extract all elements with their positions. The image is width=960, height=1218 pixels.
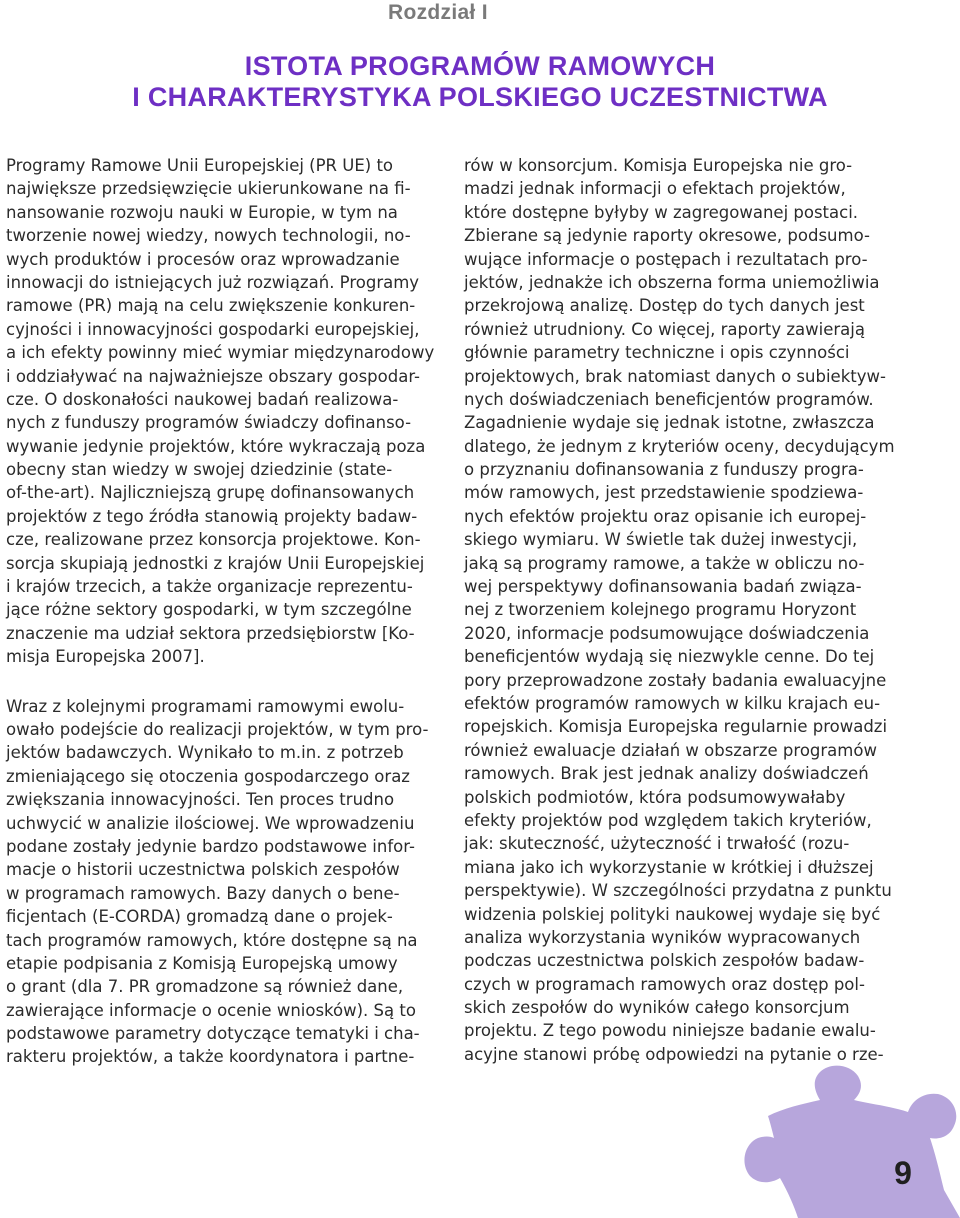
text-line: misja Europejska 2007]. bbox=[6, 647, 205, 667]
text-line: Programy Ramowe Unii Europejskiej (PR UE) to bbox=[6, 156, 394, 175]
text-line: największe przedsięwzięcie ukierunkowane na fi- bbox=[6, 179, 411, 199]
text-line: rakteru projektów, a także koordynatora i partne- bbox=[6, 1047, 415, 1067]
text-line: o przyznaniu dofinansowania z funduszy progra- bbox=[464, 460, 864, 480]
text-line: w programach ramowych. Bazy danych o bene- bbox=[6, 883, 400, 903]
text-line: efekty projektów pod względem takich kryteriów, bbox=[464, 810, 872, 830]
text-line: jak: skuteczność, użyteczność i trwałość (rozu- bbox=[464, 834, 850, 854]
text-line: o grant (dla 7. PR gromadzone są również dane, bbox=[6, 977, 404, 997]
text-line: głównie parametry techniczne i opis czynności bbox=[464, 343, 850, 363]
text-line: a ich efekty powinny mieć wymiar międzynarodowy bbox=[6, 343, 435, 363]
text-line: skich zespołów do wyników całego konsorcjum bbox=[464, 998, 850, 1018]
text-line: nej z tworzeniem kolejnego programu Horyzont bbox=[464, 600, 857, 620]
title-line-2: I CHARAKTERYSTYKA POLSKIEGO UCZESTNICTWA bbox=[132, 82, 828, 112]
text-line: podczas uczestnictwa polskich zespołów badaw- bbox=[464, 951, 865, 971]
text-line: również ewaluacje działań w obszarze programów bbox=[464, 740, 877, 760]
text-line: analiza wykorzystania wyników wypracowanych bbox=[464, 927, 861, 947]
text-line: Zbierane są jedynie raporty okresowe, podsumo- bbox=[464, 226, 870, 246]
text-line: dlatego, że jednym z kryteriów oceny, decydującym bbox=[464, 436, 895, 456]
text-line: cze. O doskonałości naukowej badań realizowa- bbox=[6, 389, 399, 409]
text-line: nych z funduszy programów świadczy dofinanso- bbox=[6, 413, 412, 433]
text-line: ramowe (PR) mają na celu zwiększenie konkuren- bbox=[6, 296, 416, 316]
text-line: nansowanie rozwoju nauki w Europie, w tym na bbox=[6, 202, 398, 222]
text-line: jące różne sektory gospodarki, w tym szczególne bbox=[6, 600, 412, 620]
text-line: madzi jednak informacji o efektach projektów, bbox=[464, 179, 846, 199]
text-line: etapie podpisania z Komisją Europejską umowy bbox=[6, 953, 398, 973]
text-line: nych efektów projektu oraz opisanie ich europej- bbox=[464, 506, 867, 526]
text-line: polskich podmiotów, która podsumowywałaby bbox=[464, 787, 846, 807]
left-column bbox=[6, 154, 435, 1069]
text-line: projektu. Z tego powodu niniejsze badanie ewalu- bbox=[464, 1021, 876, 1041]
text-line: mów ramowych, jest przedstawienie spodziewa- bbox=[464, 483, 864, 503]
text-line: jaką są programy ramowe, a także w obliczu no- bbox=[464, 553, 865, 573]
text-line: miana jako ich wykorzystanie w krótkiej i dłuższej bbox=[464, 857, 874, 877]
text-line: wywanie jedynie projektów, które wykraczają poza bbox=[6, 436, 426, 456]
text-line: 2020, informacje podsumowujące doświadczenia bbox=[464, 623, 870, 643]
text-line: sorcja skupiają jednostki z krajów Unii Europejskiej bbox=[6, 553, 425, 573]
text-line: Wraz z kolejnymi programami ramowymi ewolu- bbox=[6, 696, 405, 716]
right-column bbox=[464, 154, 895, 1066]
text-line: jektów badawczych. Wynikało to m.in. z potrzeb bbox=[6, 743, 404, 763]
text-line: zmieniającego się otoczenia gospodarczego oraz bbox=[6, 766, 410, 786]
text-line: uchwycić w analizie ilościowej. We wprowadzeniu bbox=[6, 813, 415, 833]
text-line: nych doświadczeniach beneficjentów programów. bbox=[464, 389, 874, 409]
text-line: wych produktów i procesów oraz wprowadzanie bbox=[6, 249, 400, 269]
text-line: jektów, jednakże ich obszerna forma uniemożliwia bbox=[464, 272, 880, 292]
text-line: zwiększania innowacyjności. Ten proces trudno bbox=[6, 790, 395, 810]
text-line: of-the-art). Najliczniejszą grupę dofinansowanych bbox=[6, 483, 415, 503]
text-line: owało podejście do realizacji projektów, w tym pro- bbox=[6, 719, 429, 739]
text-line: ficjentach (E-CORDA) gromadzą dane o projek- bbox=[6, 907, 393, 927]
text-line: i oddziaływać na najważniejsze obszary gospodar- bbox=[6, 366, 420, 386]
text-line: ramowych. Brak jest jednak analizy doświadczeń bbox=[464, 764, 869, 784]
title-line-1: ISTOTA PROGRAMÓW RAMOWYCH bbox=[244, 51, 716, 81]
text-line: rów w konsorcjum. Komisja Europejska nie gro- bbox=[464, 156, 853, 175]
text-line: podstawowe parametry dotyczące tematyki i cha- bbox=[6, 1024, 420, 1044]
text-line: obecny stan wiedzy w swojej dziedzinie (state- bbox=[6, 460, 393, 480]
text-line: tach programów ramowych, które dostępne są na bbox=[6, 930, 418, 950]
text-line: projektów z tego źródła stanowią projekty badaw- bbox=[6, 506, 418, 526]
text-line: i krajów trzecich, a także organizacje reprezentu- bbox=[6, 577, 413, 597]
paragraph-gap bbox=[6, 669, 410, 695]
left-paragraph-1 bbox=[6, 154, 435, 669]
text-line: acyjne stanowi próbę odpowiedzi na pytanie o rze- bbox=[464, 1044, 884, 1064]
text-line: cyjności i innowacyjności gospodarki europejskiej, bbox=[6, 319, 420, 339]
text-line: perspektywie). W szczególności przydatna z punktu bbox=[464, 881, 892, 901]
text-line: zawierające informacje o ocenie wniosków). Są to bbox=[6, 1000, 416, 1020]
text-line: innowacji do istniejących już rozwiązań. Programy bbox=[6, 272, 420, 292]
text-line: tworzenie nowej wiedzy, nowych technologii, no- bbox=[6, 226, 411, 246]
text-line: pory przeprowadzone zostały badania ewaluacyjne bbox=[464, 670, 887, 690]
text-line: macje o historii uczestnictwa polskich zespołów bbox=[6, 860, 400, 880]
chapter-label: Rozdział I bbox=[388, 1, 488, 24]
text-line: cze, realizowane przez konsorcja projektowe. Kon- bbox=[6, 530, 421, 550]
text-line: Zagadnienie wydaje się jednak istotne, zwłaszcza bbox=[464, 413, 875, 433]
text-line: wej perspektywy dofinansowania badań związa- bbox=[464, 577, 862, 597]
text-line: projektowych, brak natomiast danych o subiektyw- bbox=[464, 366, 886, 386]
text-line: skiego wymiaru. W świetle tak dużej inwestycji, bbox=[464, 530, 858, 550]
text-line: ropejskich. Komisja Europejska regularnie prowadzi bbox=[464, 717, 888, 737]
text-line: przekrojową analizę. Dostęp do tych danych jest bbox=[464, 296, 865, 316]
text-line: wujące informacje o postępach i rezultatach pro- bbox=[464, 249, 868, 269]
text-line: znaczenie ma udział sektora przedsiębiorstw [Ko- bbox=[6, 623, 415, 643]
text-line: które dostępne byłyby w zagregowanej postaci. bbox=[464, 202, 859, 222]
right-paragraph-1 bbox=[464, 154, 895, 1066]
text-line: również utrudniony. Co więcej, raporty zawierają bbox=[464, 319, 865, 339]
page-number: 9 bbox=[894, 1155, 912, 1191]
text-line: beneficjentów wydają się niezwykle cenne. Do tej bbox=[464, 647, 875, 667]
text-line: podane zostały jedynie bardzo podstawowe infor- bbox=[6, 836, 415, 856]
puzzle-piece-icon bbox=[740, 1060, 960, 1218]
puzzle-shape bbox=[744, 1066, 960, 1218]
text-line: czych w programach ramowych oraz dostęp pol- bbox=[464, 974, 865, 994]
left-paragraph-2 bbox=[6, 695, 429, 1069]
text-line: widzenia polskiej polityki naukowej wydaje się być bbox=[464, 904, 881, 924]
text-line: efektów programów ramowych w kilku krajach eu- bbox=[464, 693, 881, 713]
